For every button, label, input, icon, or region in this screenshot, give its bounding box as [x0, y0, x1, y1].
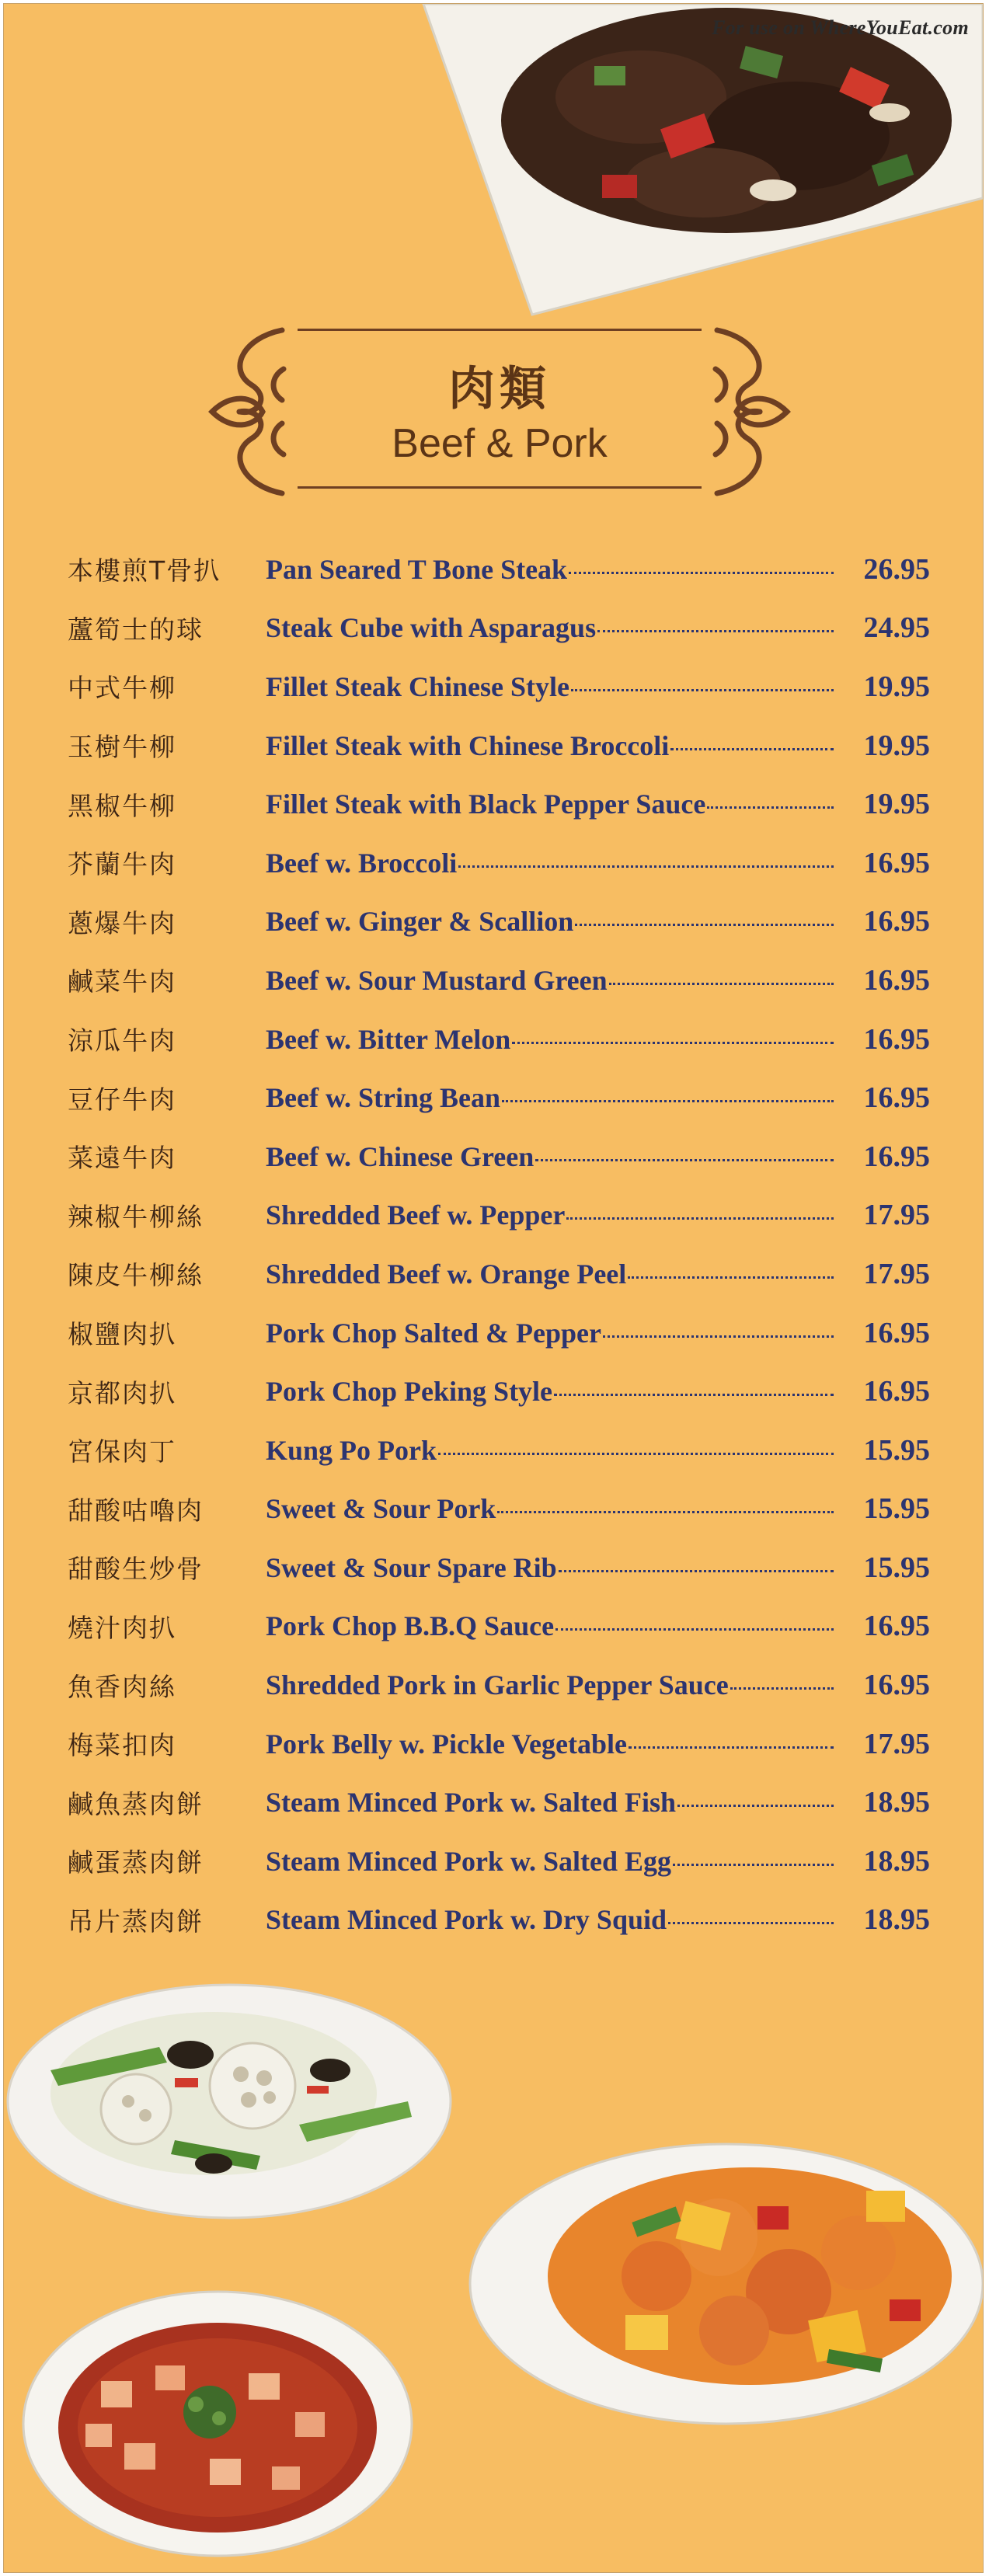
dot-leader [458, 865, 834, 868]
item-name-english: Pork Belly w. Pickle Vegetable [266, 1728, 627, 1760]
item-name-english: Shredded Beef w. Pepper [266, 1199, 566, 1231]
item-name-english: Beef w. Broccoli [266, 847, 458, 879]
item-price: 16.95 [863, 1316, 930, 1349]
item-price: 18.95 [863, 1844, 930, 1878]
item-name-chinese: 鹹魚蒸肉餅 [68, 1788, 204, 1819]
menu-item [68, 1655, 930, 1714]
item-name-english: Fillet Steak with Black Pepper Sauce [266, 788, 706, 820]
item-name-english-row [266, 1610, 844, 1642]
item-price: 15.95 [863, 1492, 930, 1526]
item-name-chinese: 玉樹牛柳 [68, 732, 176, 763]
item-price: 24.95 [863, 611, 930, 645]
menu-item [68, 893, 930, 952]
menu-list [68, 540, 930, 1949]
menu-item [68, 1832, 930, 1891]
dot-leader [668, 1922, 834, 1924]
dot-leader [566, 1217, 834, 1220]
dot-leader [535, 1159, 834, 1161]
item-name-english: Steam Minced Pork w. Dry Squid [266, 1904, 667, 1936]
item-name-english: Pork Chop B.B.Q Sauce [266, 1610, 555, 1642]
item-name-english: Pork Chop Peking Style [266, 1376, 553, 1408]
dot-leader [571, 689, 834, 691]
item-name-chinese: 蔥爆牛肉 [68, 907, 176, 938]
item-name-chinese: 中式牛柳 [68, 673, 176, 704]
menu-item [68, 1773, 930, 1832]
item-name-chinese: 燒汁肉扒 [68, 1612, 176, 1643]
item-name-english-row [266, 847, 844, 879]
item-name-english: Shredded Pork in Garlic Pepper Sauce [266, 1669, 729, 1701]
menu-item [68, 716, 930, 775]
item-name-english: Kung Po Pork [266, 1434, 437, 1466]
mapo-tofu-dish-photo [16, 2280, 420, 2567]
dot-leader [629, 1746, 834, 1749]
item-name-english-row [266, 1140, 844, 1173]
item-price: 17.95 [863, 1257, 930, 1290]
dot-leader [628, 1276, 834, 1279]
dot-leader [707, 806, 834, 809]
item-name-english: Beef w. Chinese Green [266, 1140, 535, 1172]
item-name-chinese: 蘆筍士的球 [68, 614, 204, 645]
item-name-english: Fillet Steak with Chinese Broccoli [266, 729, 670, 761]
item-name-chinese: 黑椒牛柳 [68, 790, 176, 821]
item-price: 16.95 [863, 1140, 930, 1173]
item-name-english-row [266, 1375, 844, 1408]
item-name-chinese: 鹹蛋蒸肉餅 [68, 1847, 204, 1878]
item-name-chinese: 梅菜扣肉 [68, 1730, 176, 1761]
dot-leader [677, 1805, 834, 1807]
item-name-chinese: 京都肉扒 [68, 1377, 176, 1408]
item-name-english-row [266, 1023, 844, 1056]
item-price: 16.95 [863, 963, 930, 997]
menu-item [68, 1186, 930, 1245]
item-price: 16.95 [863, 1610, 930, 1643]
menu-item [68, 951, 930, 1010]
dot-leader [438, 1453, 834, 1455]
menu-item [68, 1891, 930, 1950]
item-name-english: Steam Minced Pork w. Salted Fish [266, 1787, 676, 1819]
menu-item [68, 1480, 930, 1539]
item-name-english-row [266, 729, 844, 762]
menu-item [68, 1068, 930, 1127]
item-price: 18.95 [863, 1786, 930, 1819]
section-title-english: Beef & Pork [392, 421, 608, 466]
item-name-english-row [266, 788, 844, 820]
credit-text: For use on WhereYouEat.com [712, 16, 969, 39]
menu-item [68, 775, 930, 834]
item-name-english-row [266, 553, 844, 586]
item-name-english: Pan Seared T Bone Steak [266, 553, 568, 585]
item-name-english-row [266, 611, 844, 644]
dot-leader [512, 1042, 834, 1044]
beef-dish-photo [408, 4, 983, 322]
dot-leader [673, 1864, 834, 1866]
dot-leader [597, 630, 834, 632]
item-name-chinese: 甜酸咕嚕肉 [68, 1495, 204, 1526]
item-price: 18.95 [863, 1903, 930, 1937]
dot-leader [569, 572, 834, 574]
item-name-english-row [266, 1492, 844, 1525]
dot-leader [603, 1335, 834, 1338]
item-name-english-row [266, 1786, 844, 1819]
item-name-english: Beef w. Sour Mustard Green [266, 964, 608, 996]
left-ornament-icon [197, 322, 298, 501]
item-name-english: Sweet & Sour Spare Rib [266, 1551, 557, 1583]
sweet-sour-pork-dish-photo [454, 2121, 983, 2447]
lotus-vegetable-dish-photo [4, 1969, 470, 2233]
item-name-english: Beef w. Bitter Melon [266, 1023, 511, 1055]
item-name-chinese: 鹹菜牛肉 [68, 966, 176, 997]
menu-item [68, 834, 930, 893]
item-name-chinese: 菜遠牛肉 [68, 1143, 176, 1174]
item-name-english: Beef w. Ginger & Scallion [266, 906, 574, 938]
menu-item [68, 1362, 930, 1421]
item-name-english-row [266, 1434, 844, 1467]
item-name-chinese: 吊片蒸肉餅 [68, 1906, 204, 1937]
dot-leader [730, 1687, 834, 1690]
item-name-english-row [266, 1903, 844, 1936]
item-price: 19.95 [863, 729, 930, 762]
item-name-chinese: 甜酸生炒骨 [68, 1554, 204, 1585]
dot-leader [609, 983, 834, 985]
item-name-english-row [266, 1258, 844, 1290]
item-name-english-row [266, 1728, 844, 1760]
dot-leader [670, 748, 834, 750]
menu-item [68, 1421, 930, 1480]
right-ornament-icon [702, 322, 803, 501]
menu-item [68, 1244, 930, 1304]
item-name-english: Fillet Steak Chinese Style [266, 670, 569, 702]
item-price: 16.95 [863, 1375, 930, 1408]
dot-leader [555, 1628, 834, 1631]
item-price: 16.95 [863, 1669, 930, 1702]
item-name-chinese: 豆仔牛肉 [68, 1084, 176, 1115]
item-price: 17.95 [863, 1727, 930, 1760]
menu-item [68, 1538, 930, 1597]
dot-leader [559, 1570, 834, 1572]
menu-item [68, 1714, 930, 1774]
item-name-english-row [266, 1845, 844, 1878]
menu-item [68, 657, 930, 716]
item-name-english: Steak Cube with Asparagus [266, 612, 597, 644]
item-name-english-row [266, 1669, 844, 1701]
item-name-chinese: 涼瓜牛肉 [68, 1025, 176, 1057]
item-name-chinese: 椒鹽肉扒 [68, 1319, 176, 1350]
item-price: 16.95 [863, 846, 930, 879]
menu-item [68, 1010, 930, 1069]
item-name-english: Beef w. String Bean [266, 1082, 500, 1114]
dot-leader [575, 924, 834, 926]
item-price: 17.95 [863, 1199, 930, 1232]
item-name-english: Steam Minced Pork w. Salted Egg [266, 1845, 671, 1877]
dot-leader [554, 1394, 834, 1396]
menu-item [68, 1127, 930, 1186]
item-price: 16.95 [863, 1022, 930, 1056]
item-price: 15.95 [863, 1433, 930, 1467]
item-name-english-row [266, 1551, 844, 1584]
item-name-english: Sweet & Sour Pork [266, 1493, 496, 1525]
item-name-chinese: 芥蘭牛肉 [68, 849, 176, 880]
menu-item [68, 1304, 930, 1363]
item-name-english-row [266, 1199, 844, 1231]
item-name-chinese: 魚香肉絲 [68, 1671, 176, 1702]
item-name-chinese: 陳皮牛柳絲 [68, 1260, 204, 1291]
menu-item [68, 599, 930, 658]
section-header [197, 322, 803, 501]
item-price: 16.95 [863, 1081, 930, 1115]
item-name-english-row [266, 670, 844, 703]
item-name-english-row [266, 905, 844, 938]
menu-page [3, 3, 984, 2573]
item-name-chinese: 本樓煎T骨扒 [68, 555, 221, 587]
dot-leader [497, 1511, 834, 1513]
item-name-english-row [266, 1317, 844, 1349]
item-name-chinese: 辣椒牛柳絲 [68, 1201, 204, 1232]
item-price: 19.95 [863, 788, 930, 821]
title-frame [298, 329, 702, 489]
item-price: 15.95 [863, 1551, 930, 1584]
menu-item [68, 540, 930, 599]
item-name-chinese: 宮保肉丁 [68, 1436, 176, 1467]
item-name-english-row [266, 1081, 844, 1114]
item-price: 16.95 [863, 905, 930, 938]
item-price: 19.95 [863, 670, 930, 703]
item-name-english-row [266, 964, 844, 997]
section-title-chinese: 肉類 [448, 362, 551, 416]
item-price: 26.95 [863, 552, 930, 586]
dot-leader [502, 1100, 834, 1102]
menu-item [68, 1597, 930, 1656]
item-name-english: Pork Chop Salted & Pepper [266, 1317, 601, 1349]
item-name-english: Shredded Beef w. Orange Peel [266, 1258, 627, 1290]
